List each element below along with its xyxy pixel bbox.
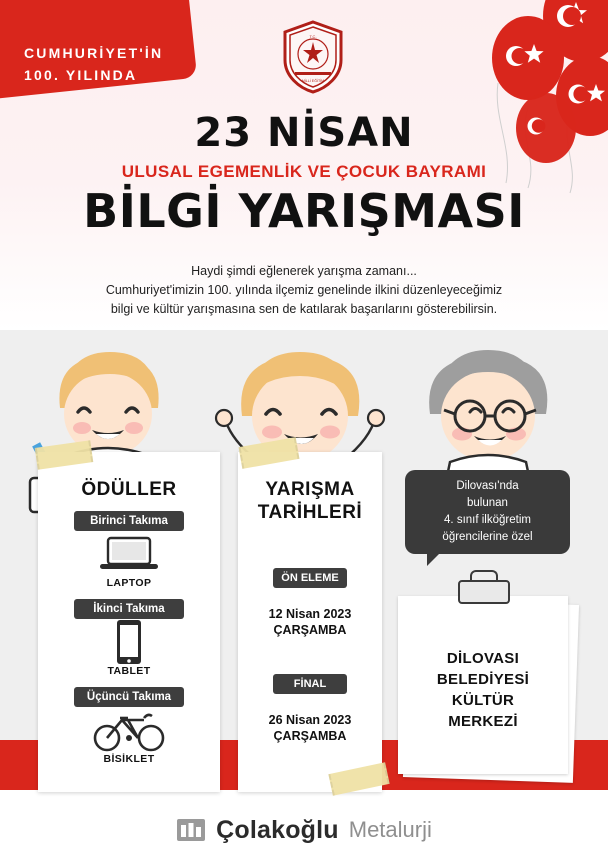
bubble-line-3: 4. sınıf ilköğretim: [444, 514, 531, 526]
bubble-line-1: Dilovası'nda: [456, 480, 519, 492]
ministry-emblem-icon: [281, 20, 345, 94]
bicycle-icon: [38, 707, 220, 753]
anniversary-badge-line1: CUMHURİYET'İN: [24, 45, 164, 61]
venue-line-1: DİLOVASI: [446, 650, 520, 667]
dates-card: [238, 452, 382, 792]
footer-brand: [0, 800, 608, 860]
dates-title: [238, 478, 382, 524]
prize-team-3: Üçüncü Takıma: [74, 687, 184, 707]
prizes-card: [38, 452, 220, 792]
page-title: 23 NİSAN: [194, 110, 414, 156]
date-value-2: 26 Nisan 2023: [268, 713, 352, 727]
svg-text:MİLLİ EĞİTİM: MİLLİ EĞİTİM: [301, 79, 325, 83]
anniversary-badge: [24, 42, 214, 86]
dates-title-line1: YARIŞMA: [265, 479, 355, 500]
venue-text: [398, 648, 568, 732]
venue-line-3: KÜLTÜR: [451, 692, 515, 709]
prize-label-1: LAPTOP: [106, 577, 152, 589]
intro-line-3: bilgi ve kültür yarışmasına sen de katılarak başarılarını gösterebilirsin.: [110, 302, 498, 316]
laptop-icon: [38, 531, 220, 577]
bubble-line-4: öğrencilerine özel: [442, 531, 533, 543]
bubble-line-2: bulunan: [467, 497, 508, 509]
intro-line-2: Cumhuriyet'imizin 100. yılında ilçemiz genelinde ilkini düzenleyeceğimiz: [105, 283, 503, 297]
clipboard-clip: [458, 580, 510, 604]
colakoglu-logo-icon: [176, 815, 206, 845]
brand-name: Çolakoğlu: [216, 815, 339, 844]
prizes-title: ÖDÜLLER: [81, 479, 177, 500]
date-stage-1: ÖN ELEME: [273, 568, 347, 588]
tablet-icon: [38, 619, 220, 665]
date-day-1: ÇARŞAMBA: [273, 623, 347, 637]
headline-block: [0, 110, 608, 238]
prize-label-3: BİSİKLET: [103, 753, 155, 765]
date-stage-2: FİNAL: [273, 674, 347, 694]
svg-text:T.C.: T.C.: [309, 34, 317, 39]
prize-team-1: Birinci Takıma: [74, 511, 184, 531]
dates-title-line2: TARİHLERİ: [257, 502, 363, 523]
anniversary-badge-line2: 100. YILINDA: [24, 67, 138, 83]
venue-clipboard: [398, 592, 578, 782]
venue-line-4: MERKEZİ: [448, 713, 518, 730]
prize-team-2: İkinci Takıma: [74, 599, 184, 619]
intro-paragraph: [40, 262, 568, 319]
headline-main: BİLGİ YARIŞMASI: [83, 184, 525, 238]
prize-label-2: TABLET: [107, 665, 151, 677]
venue-line-2: BELEDİYESİ: [436, 671, 530, 688]
date-day-2: ÇARŞAMBA: [273, 729, 347, 743]
intro-line-1: Haydi şimdi eğlenerek yarışma zamanı...: [191, 264, 417, 278]
date-value-1: 12 Nisan 2023: [268, 607, 352, 621]
brand-subname: Metalurji: [348, 817, 432, 842]
eligibility-bubble: [405, 470, 570, 554]
headline-subtitle: ULUSAL EGEMENLİK VE ÇOCUK BAYRAMI: [121, 162, 487, 181]
